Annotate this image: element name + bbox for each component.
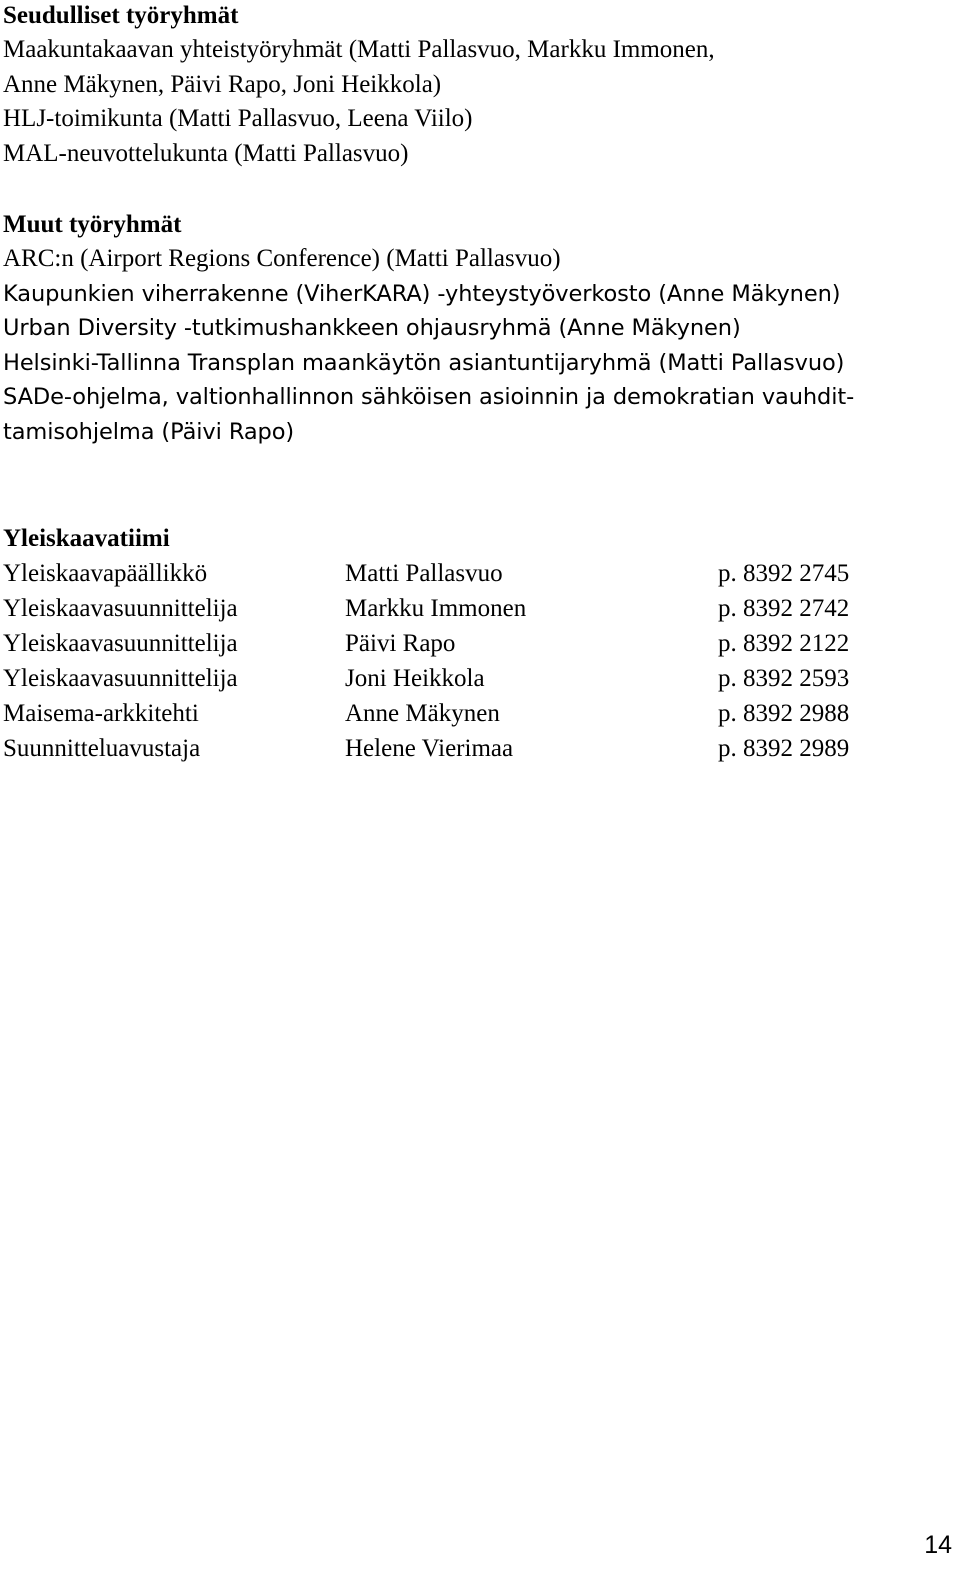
team-member-phone: p. 8392 2122 [718, 630, 850, 657]
other-group-line: SADe-ohjelma, valtionhallinnon sähköisen asioinnin ja demokratian vauhdit- [3, 384, 855, 410]
team-member-name: Joni Heikkola [345, 665, 485, 692]
team-member-name: Anne Mäkynen [345, 700, 500, 727]
regional-line: HLJ-toimikunta (Matti Pallasvuo, Leena Viilo) [3, 105, 473, 132]
team-member-role: Yleiskaavasuunnittelija [3, 630, 238, 657]
team-member-name: Helene Vierimaa [345, 735, 514, 762]
team-member-name: Matti Pallasvuo [345, 560, 503, 587]
master-plan-team-heading: Yleiskaavatiimi [3, 525, 170, 552]
team-contact-row [3, 591, 850, 626]
other-group-line: tamisohjelma (Päivi Rapo) [3, 418, 295, 445]
regional-working-groups-heading: Seudulliset työryhmät [3, 2, 239, 29]
regional-working-groups-section [3, 0, 715, 171]
team-contact-row [3, 556, 850, 591]
team-member-role: Yleiskaavasuunnittelija [3, 665, 238, 692]
team-member-phone: p. 8392 2745 [718, 560, 850, 587]
page-number: 14 [924, 1531, 952, 1559]
other-working-groups-heading: Muut työryhmät [3, 211, 182, 238]
team-member-phone: p. 8392 2742 [718, 595, 850, 622]
regional-line: Maakuntakaavan yhteistyöryhmät (Matti Pallasvuo, Markku Immonen, [3, 36, 715, 63]
team-member-phone: p. 8392 2989 [718, 735, 850, 762]
team-member-name: Markku Immonen [345, 595, 527, 622]
team-contact-list [3, 556, 850, 766]
team-contact-row [3, 661, 850, 696]
team-member-role: Yleiskaavasuunnittelija [3, 595, 238, 622]
regional-line: Anne Mäkynen, Päivi Rapo, Joni Heikkola) [3, 70, 442, 98]
master-plan-team-section [3, 521, 850, 766]
team-contact-row [3, 731, 850, 766]
regional-line: MAL-neuvottelukunta (Matti Pallasvuo) [3, 139, 409, 167]
other-group-line: Helsinki-Tallinna Transplan maankäytön asiantuntijaryhmä (Matti Pallasvuo) [3, 349, 845, 376]
team-member-name: Päivi Rapo [345, 630, 456, 657]
other-group-line: Kaupunkien viherrakenne (ViherKARA) -yhteystyöverkosto (Anne Mäkynen) [3, 280, 841, 307]
team-member-role: Yleiskaavapäällikkö [3, 560, 208, 587]
other-group-line: Urban Diversity -tutkimushankkeen ohjausryhmä (Anne Mäkynen) [3, 315, 741, 341]
team-member-phone: p. 8392 2593 [718, 665, 850, 692]
team-member-phone: p. 8392 2988 [718, 700, 850, 727]
team-member-role: Suunnitteluavustaja [3, 735, 201, 762]
other-group-line: ARC:n (Airport Regions Conference) (Matti Pallasvuo) [3, 245, 561, 272]
team-contact-row [3, 696, 850, 731]
other-working-groups-section [3, 207, 854, 449]
team-contact-row [3, 626, 850, 661]
team-member-role: Maisema-arkkitehti [3, 700, 199, 727]
